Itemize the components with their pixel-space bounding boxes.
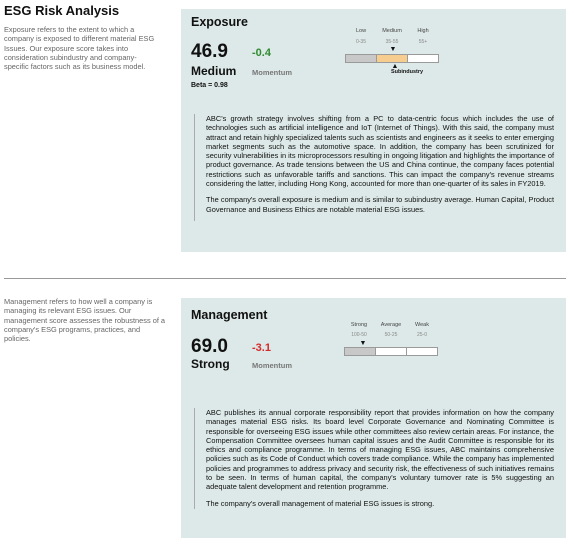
gauge-segment-average <box>375 347 407 356</box>
exposure-level: Medium <box>191 64 237 78</box>
gauge-segment-medium <box>376 54 408 63</box>
gauge-label-high: High <box>417 28 429 34</box>
management-paragraph: ABC publishes its annual corporate responsibility report that provides information on how the company manages material ESG risks. Its board level Corporate Governance and Nominating Committee is responsible for overseeing ESG issues while other committees also review certain areas. For instance, the Compensation Committee oversees human capital issues and the Audit Committee is responsible for its ethics and compliance programme. In terms of managing ESG issues, ABC maintains comprehensive policies such as its Code of Conduct which covers trade compliance. While the company has implemented policies and programmes to address privacy and security risk, the effectiveness of such initiatives remains to be seen. In terms of human capital, the company's voluntary turnover rate is 5% suggesting an adequate talent development and retention programme. <box>206 408 554 492</box>
section-divider <box>4 278 566 279</box>
gauge-range-medium: 35-55 <box>385 39 399 45</box>
page-title: ESG Risk Analysis <box>4 3 120 18</box>
company-score-marker: ▼ <box>389 46 397 53</box>
gauge-label-medium: Medium <box>382 28 402 34</box>
exposure-paragraph: ABC's growth strategy involves shifting from a PC to data-centric focus which includes the use of technologies such as artificial intelligence and IoT (Internet of Things). With this said, the company must attract and retain highly specialized talents such as scientists and engineers as it seeks to enter emerging market segments such as the automotive space. In addition, the company has been scrutinized for security vulnerabilities in its microprocessors resulting in ongoing litigation and highlights the importance of product governance. As trade tensions between the US and China continue, the company faces potential restrictions such as unfavorable tariffs and sanctions. This can impact the company's revenue streams considering the latter, including Hong Kong, accounted for more than one-quarter of its sales in FY2019. <box>206 114 554 189</box>
exposure-title: Exposure <box>191 15 248 29</box>
management-description <box>194 408 554 509</box>
exposure-paragraph: The company's overall exposure is medium and is similar to subindustry average. Human Capital, Product Governance and Business Ethics are notable material ESG issues. <box>206 195 554 214</box>
exposure-description <box>194 114 554 221</box>
exposure-momentum-label: Momentum <box>252 68 292 77</box>
management-momentum-delta: -3.1 <box>252 342 271 354</box>
management-paragraph: The company's overall management of material ESG issues is strong. <box>206 498 435 508</box>
exposure-intro: Exposure refers to the extent to which a company is exposed to different material ESG Issues. Our exposure score takes into consideration subindustry and company-specific factors such as its business model. <box>4 25 155 72</box>
exposure-beta: Beta = 0.98 <box>191 82 228 89</box>
gauge-label-average: Average <box>380 322 402 328</box>
subindustry-label: Subindustry <box>391 69 424 75</box>
management-paragraph-clip <box>206 499 554 509</box>
company-score-marker: ▼ <box>359 340 367 347</box>
gauge-label-low: Low <box>355 28 367 34</box>
management-level: Strong <box>191 357 230 371</box>
gauge-label-strong: Strong <box>350 322 368 328</box>
exposure-panel <box>181 9 566 252</box>
gauge-label-weak: Weak <box>415 322 429 328</box>
gauge-segment-weak <box>406 347 438 356</box>
subindustry-marker: ▲ <box>391 63 399 70</box>
management-score: 69.0 <box>191 336 228 357</box>
gauge-range-weak: 25-0 <box>416 332 427 338</box>
exposure-momentum-delta: -0.4 <box>252 47 271 59</box>
gauge-segment-high <box>407 54 439 63</box>
exposure-score: 46.9 <box>191 41 228 62</box>
gauge-range-strong: 100-50 <box>351 332 367 338</box>
management-momentum-label: Momentum <box>252 361 292 370</box>
gauge-range-high: 55+ <box>418 39 428 45</box>
gauge-range-average: 50-25 <box>384 332 398 338</box>
management-intro: Management refers to how well a company is managing its relevant ESG issues. Our management score assesses the robustness of a company's ESG programs, practices, and policies. <box>4 297 166 344</box>
management-title: Management <box>191 308 268 322</box>
gauge-range-low: 0-35 <box>355 39 366 45</box>
gauge-segment-low <box>345 54 377 63</box>
management-panel <box>181 298 566 538</box>
gauge-segment-strong <box>344 347 376 356</box>
